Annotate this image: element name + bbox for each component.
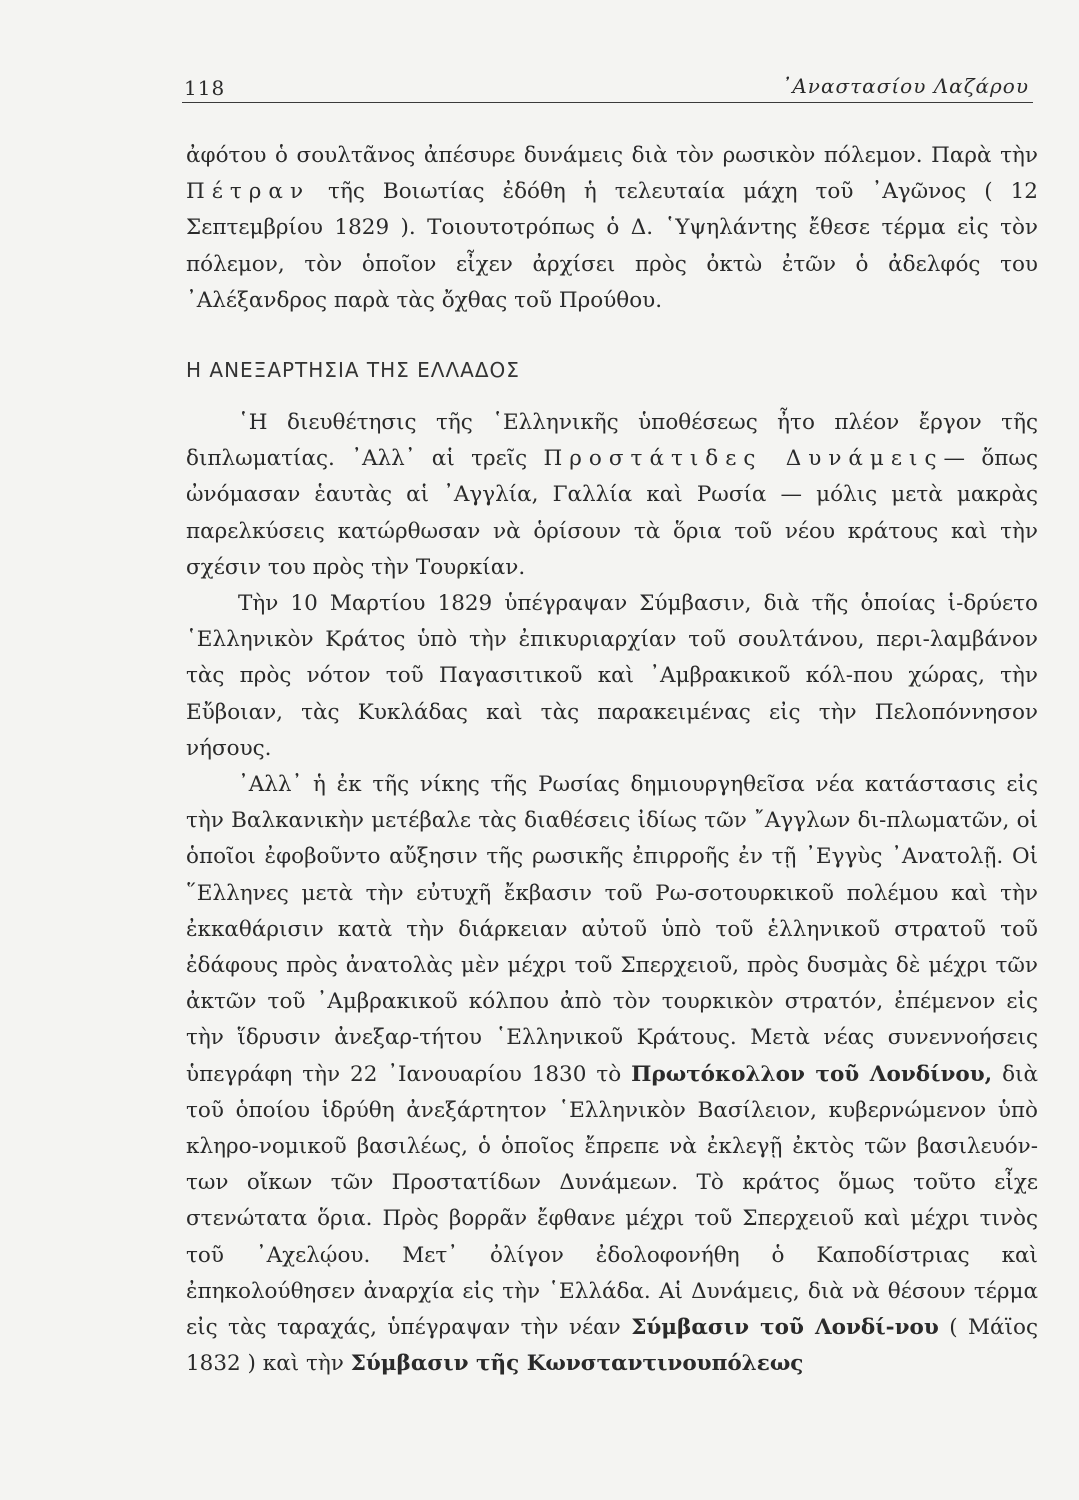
page-number: 118 — [184, 76, 226, 100]
bold-term-constantinople-convention: Σύμβασιν τῆς Κωνσταντινουπόλεως — [350, 1351, 804, 1377]
text-run: — ὅπως ὠνόμασαν ἑαυτὰς αἱ ᾿Αγγλία, Γαλλία καὶ Ρωσία — μόλις μετὰ μακρὰς παρελκύσεις κατώρθωσαν νὰ ὁρίσουν τὰ ὅρια τοῦ νέου κράτους καὶ τὴν σχέσιν του πρὸς τὴν Τουρκίαν. — [186, 446, 1038, 580]
page-body — [186, 138, 1038, 1383]
bold-term-protocol: Πρωτόκολλον τοῦ Λονδίνου, — [631, 1061, 993, 1087]
paragraph-2 — [186, 405, 1038, 586]
text-run: ( Μάϊος 1832 ) καὶ τὴν — [186, 1315, 1038, 1377]
paragraph-3: Τὴν 10 Μαρτίου 1829 ὑπέγραψαν Σύμβασιν, διὰ τῆς ὁποίας ἱ-δρύετο ῾Ελληνικὸν Κράτος ὑπὸ τὴν ἐπικυριαρχίαν τοῦ σουλτάνου, περι-λαμβάνον τὰς πρὸς νότον τοῦ Παγασιτικοῦ καὶ ᾿Αμβρακικοῦ κόλ-που χώρας, τὴν Εὔβοιαν, τὰς Κυκλάδας καὶ τὰς παρακειμένας εἰς τὴν Πελοπόννησον νήσους. — [186, 591, 1038, 761]
text-run: τῆς Βοιωτίας ἐδόθη ἡ τελευταία μάχη τοῦ ᾿Αγῶνος ( 12 Σεπτεμβρίου 1829 ). Τοιουτοτρόπως ὁ Δ. ῾Υψηλάντης ἔθεσε τέρμα εἰς τὸν πόλεμον, τὸν ὁποῖον εἶχεν ἀρχίσει πρὸς ὀκτὼ ἐτῶν ὁ ἀδελφός του ᾿Αλέξανδρος παρὰ τὰς ὄχθας τοῦ Προύθου. — [186, 179, 1038, 313]
bold-term-london-convention: Σύμβασιν τοῦ Λονδί-νου — [631, 1315, 939, 1341]
emphasized-place-name: Πέτραν — [186, 179, 311, 205]
emphasized-term: Προστάτιδες Δυνάμεις — [543, 446, 944, 472]
paragraph-4 — [186, 767, 1038, 1382]
text-run: ῾Η διευθέτησις τῆς ῾Ελληνικῆς ὑποθέσεως ἦτο πλέον ἔργον τῆς διπλωματίας. ᾿Αλλ᾿ αἱ τρεῖς — [186, 410, 1038, 472]
paragraph-1 — [186, 138, 1038, 319]
running-head: ᾿Αναστασίου Λαζάρου — [781, 74, 1029, 98]
text-run: διὰ τοῦ ὁποίου ἱδρύθη ἀνεξάρτητον ῾Ελληνικὸν Βασίλειον, κυβερνώμενον ὑπὸ κληρο-νομικοῦ βασιλέως, ὁ ὁποῖος ἔπρεπε νὰ ἐκλεγῇ ἐκτὸς τῶν βασιλευόν-των οἴκων τῶν Προστατίδων Δυνάμεων. Τὸ κράτος ὅμως τοῦτο εἶχε στενώτατα ὅρια. Πρὸς βορρᾶν ἔφθανε μέχρι τοῦ Σπερχειοῦ καὶ μέχρι τινὸς τοῦ ᾿Αχελῴου. Μετ᾿ ὀλίγον ἐδολοφονήθη ὁ Καποδίστριας καὶ ἐπηκολούθησεν ἀναρχία εἰς τὴν ῾Ελλάδα. Αἱ Δυνάμεις, διὰ νὰ θέσουν τέρμα εἰς τὰς ταραχάς, ὑπέγραψαν τὴν νέαν — [186, 1061, 1038, 1341]
page-header — [182, 72, 1033, 103]
text-run: ᾿Αλλ᾿ ἡ ἐκ τῆς νίκης τῆς Ρωσίας δημιουργηθεῖσα νέα κατάστασις εἰς τὴν Βαλκανικὴν μετέβαλε τὰς διαθέσεις ἰδίως τῶν ῎Αγγλων δι-πλωματῶν, οἱ ὁποῖοι ἐφοβοῦντο αὔξησιν τῆς ρωσικῆς ἐπιρροῆς ἐν τῇ ᾿Εγγὺς ᾿Ανατολῇ. Οἱ ῞Ελληνες μετὰ τὴν εὐτυχῆ ἔκβασιν τοῦ Ρω-σοτουρκικοῦ πολέμου καὶ τὴν ἐκκαθάρισιν κατὰ τὴν διάρκειαν αὐτοῦ ὑπὸ τοῦ ἑλληνικοῦ στρατοῦ τοῦ ἐδάφους πρὸς ἀνατολὰς μὲν μέχρι τοῦ Σπερχειοῦ, πρὸς δυσμὰς δὲ μέχρι τῶν ἀκτῶν τοῦ ᾿Αμβρακικοῦ κόλπου ἀπὸ τὸν τουρκικὸν στρατόν, ἐπέμενον εἰς τὴν ἵδρυσιν ἀνεξαρ-τήτου ῾Ελληνικοῦ Κράτους. Μετὰ νέας συνεννοήσεις ὑπεγράφη τὴν 22 ᾿Ιανουαρίου 1830 τὸ — [186, 772, 1038, 1087]
text-run: ἀφότου ὁ σουλτᾶνος ἀπέσυρε δυνάμεις διὰ τὸν ρωσικὸν πόλεμον. Παρὰ τὴν — [186, 143, 1038, 168]
section-heading: Η ΑΝΕΞΑΡΤΗΣΙΑ ΤΗΣ ΕΛΛΑΔΟΣ — [186, 358, 520, 383]
